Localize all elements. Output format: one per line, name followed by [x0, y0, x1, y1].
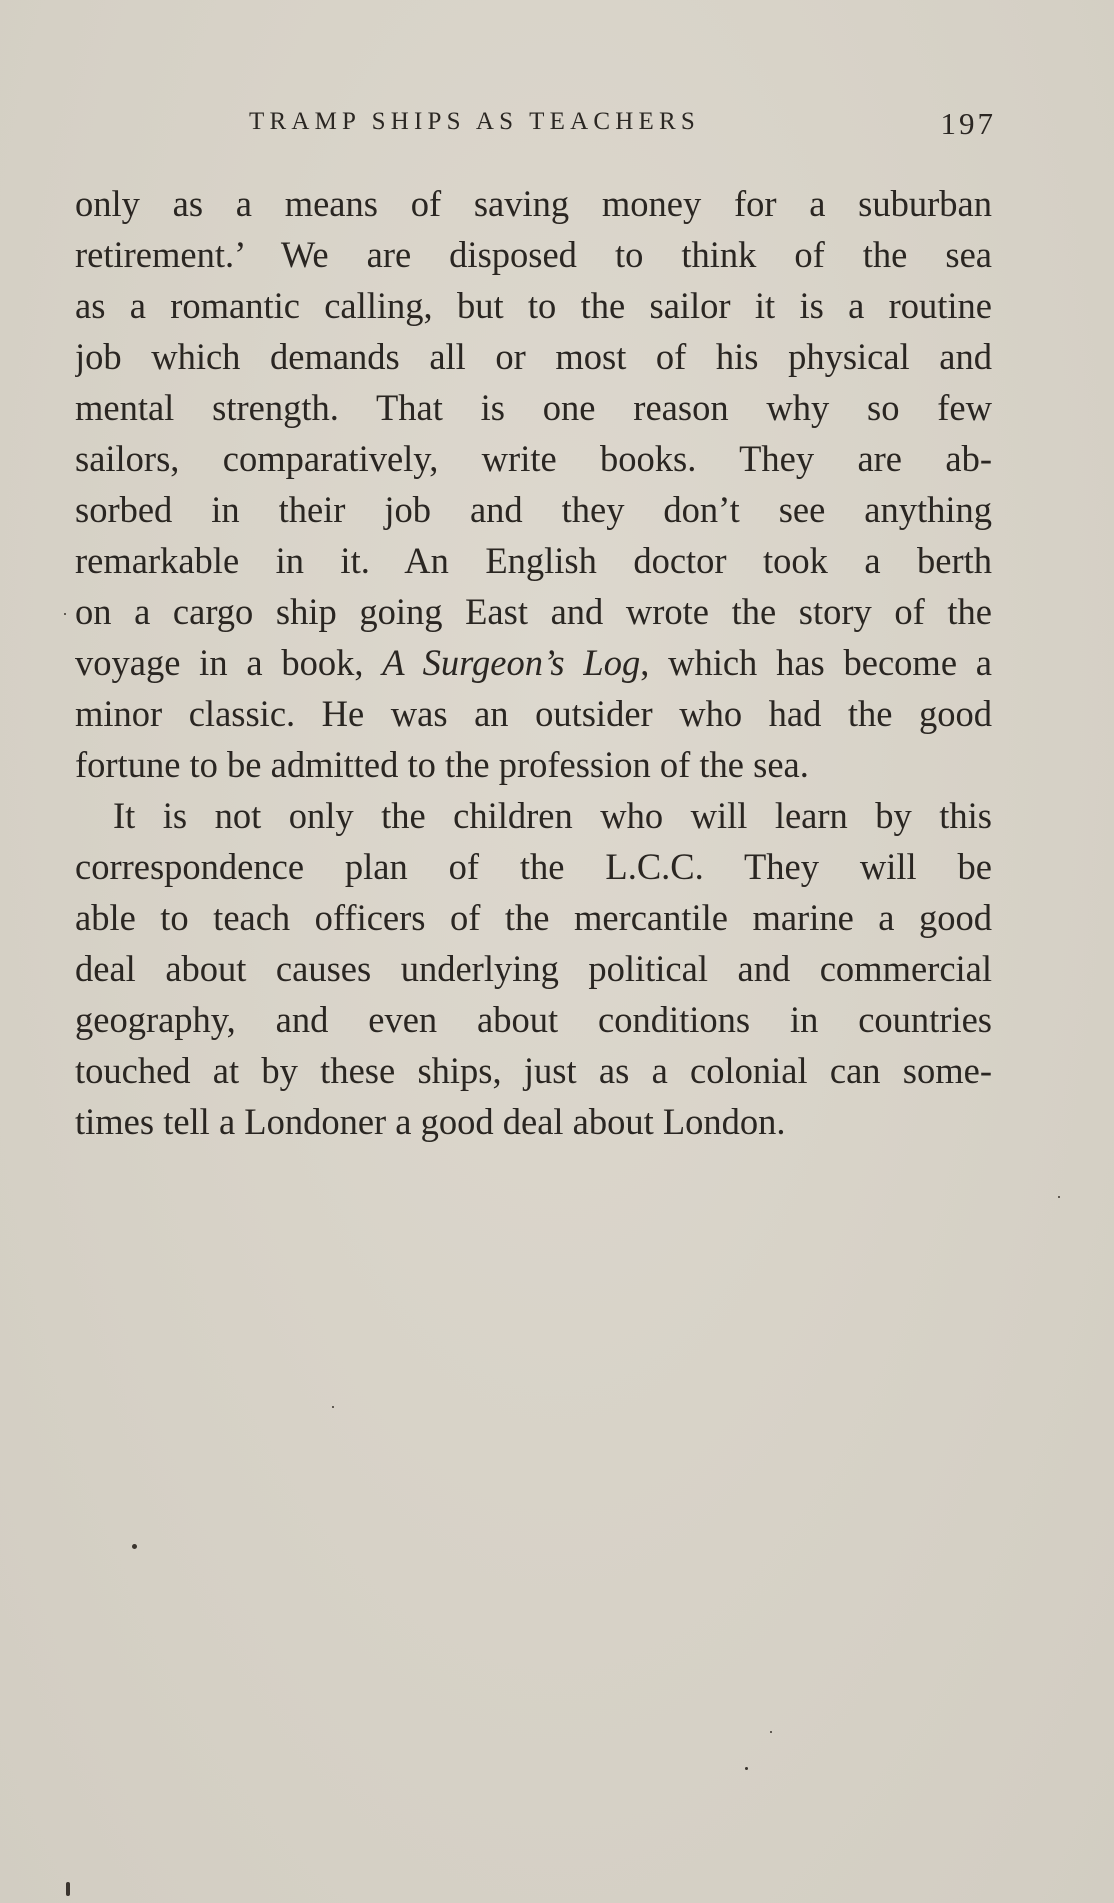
- text-line: correspondence plan of the L.C.C. They will be: [75, 846, 992, 887]
- paper-speck: [132, 1544, 137, 1549]
- text-line: fortune to be admitted to the profession of the sea.: [75, 744, 809, 785]
- paper-speck: [1058, 1196, 1060, 1198]
- page-number: 197: [940, 106, 996, 141]
- text-line: job which demands all or most of his physical and: [75, 336, 992, 377]
- text-segment: voyage in a book,: [75, 642, 383, 683]
- paper-speck: [770, 1731, 772, 1733]
- text-line: as a romantic calling, but to the sailor it is a routine: [75, 285, 992, 326]
- text-line: retirement.’ We are disposed to think of the sea: [75, 234, 992, 275]
- text-line: sorbed in their job and they don’t see anything: [75, 489, 992, 530]
- paper-speck: [64, 613, 66, 615]
- paragraph-2: [75, 790, 992, 1147]
- text-line: remarkable in it. An English doctor took a berth: [75, 540, 992, 581]
- text-segment: , which has become a: [640, 642, 992, 683]
- text-line: It is not only the children who will learn by this: [113, 795, 992, 836]
- paper-speck: [332, 1406, 334, 1408]
- text-line: geography, and even about conditions in countries: [75, 999, 992, 1040]
- text-line: minor classic. He was an outsider who had the good: [75, 693, 992, 734]
- text-line: able to teach officers of the mercantile marine a good: [75, 897, 992, 938]
- paragraph-1: [75, 178, 992, 790]
- book-title: A Surgeon’s Log: [382, 642, 641, 683]
- running-title: TRAMP SHIPS AS TEACHERS: [249, 108, 700, 135]
- text-line: only as a means of saving money for a suburban: [75, 183, 992, 224]
- text-line: touched at by these ships, just as a colonial can some-: [75, 1050, 992, 1091]
- text-line: mental strength. That is one reason why so few: [75, 387, 992, 428]
- text-line: times tell a Londoner a good deal about London.: [75, 1101, 786, 1142]
- text-line: on a cargo ship going East and wrote the story of the: [75, 591, 992, 632]
- running-head: [74, 108, 994, 144]
- paper-speck: [66, 1882, 70, 1896]
- text-line: deal about causes underlying political and commercial: [75, 948, 992, 989]
- text-line: sailors, comparatively, write books. They are ab-: [75, 438, 992, 479]
- text-line: [75, 637, 992, 688]
- body-text: [75, 178, 992, 1147]
- paper-speck: [745, 1767, 748, 1770]
